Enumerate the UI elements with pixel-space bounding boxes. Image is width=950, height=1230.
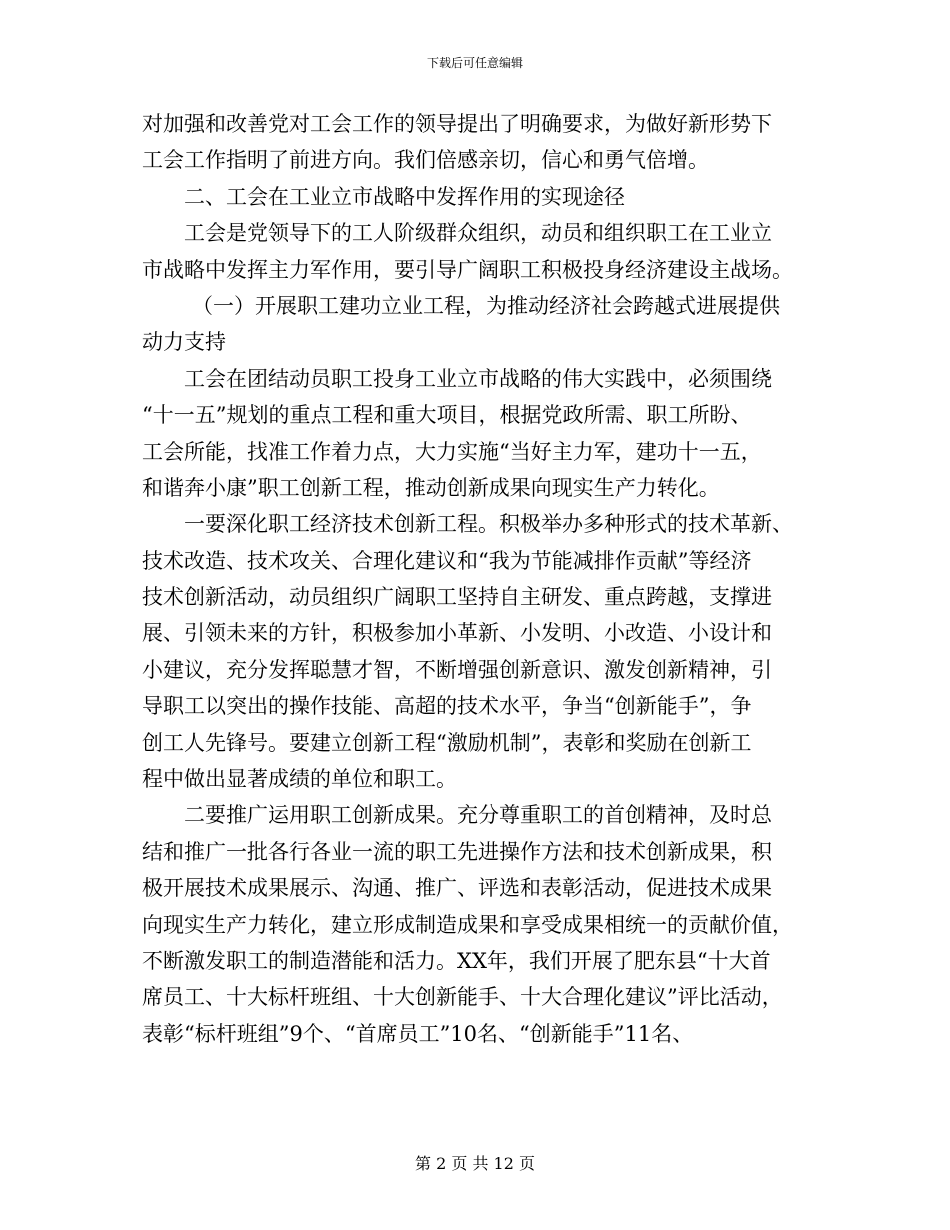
text-line: 导职工以突出的操作技能、高超的技术水平，争当“创新能手”，争 <box>142 694 752 719</box>
text-line: 技术改造、技术攻关、合理化建议和“我为节能减排作贡献”等经济 <box>142 548 752 573</box>
text-line: 不断激发职工的制造潜能和活力。XX年，我们开展了肥东县“十大首 <box>142 948 771 973</box>
text-line: “十一五”规划的重点工程和重大项目，根据党政所需、职工所盼、 <box>142 403 752 428</box>
document-body <box>142 106 810 1052</box>
text-line: 结和推广一批各行各业一流的职工先进操作方法和技术创新成果，积 <box>142 839 772 864</box>
text-line: 小建议，充分发挥聪慧才智，不断增强创新意识、激发创新精神，引 <box>142 657 772 682</box>
text-line: 对加强和改善党对工会工作的领导提出了明确要求，为做好新形势下 <box>142 112 772 136</box>
text-line: 市战略中发挥主力军作用，要引导广阔职工积极投身经济建设主战场。 <box>142 257 793 282</box>
text-line: 技术创新活动，动员组织广阔职工坚持自主研发、重点跨越，支撑进 <box>142 585 772 610</box>
text-line: 向现实生产力转化，建立形成制造成果和享受成果相统一的贡献价值， <box>142 912 793 937</box>
text-line: 创工人先锋号。要建立创新工程“激励机制”，表彰和奖励在创新工 <box>142 730 752 755</box>
subsection-heading: （一）开展职工建功立业工程，为推动经济社会跨越式进展提供 <box>192 293 780 318</box>
text-line: 二要推广运用职工创新成果。充分尊重职工的首创精神，及时总 <box>184 803 772 828</box>
section-heading: 二、工会在工业立市战略中发挥作用的实现途径 <box>184 184 625 209</box>
subsection-heading-cont: 动力支持 <box>142 330 226 355</box>
text-line: 程中做出显著成绩的单位和职工。 <box>142 767 457 792</box>
text-line: 极开展技术成果展示、沟通、推广、评选和表彰活动，促进技术成果 <box>142 876 772 901</box>
page-header-note: 下载后可任意编辑 <box>426 56 523 70</box>
text-line: 席员工、十大标杆班组、十大创新能手、十大合理化建议”评比活动， <box>142 985 783 1010</box>
text-line: 展、引领未来的方针，积极参加小革新、小发明、小改造、小设计和 <box>142 621 772 646</box>
text-line: 工会所能，找准工作着力点，大力实施“当好主力军，建功十一五， <box>142 439 762 464</box>
text-line: 一要深化职工经济技术创新工程。积极举办多种形式的技术革新、 <box>184 512 793 537</box>
text-line: 工会是党领导下的工人阶级群众组织，动员和组织职工在工业立 <box>184 221 772 246</box>
page-number: 第 2 页 共 12 页 <box>415 1154 535 1173</box>
text-line: 工会工作指明了前进方向。我们倍感亲切，信心和勇气倍增。 <box>142 148 709 173</box>
text-line: 和谐奔小康”职工创新工程，推动创新成果向现实生产力转化。 <box>142 475 720 500</box>
text-line: 表彰“标杆班组”9个、“首席员工”10名、“创新能手”11名、 <box>142 1021 694 1046</box>
text-line: 工会在团结动员职工投身工业立市战略的伟大实践中，必须围绕 <box>184 366 772 391</box>
